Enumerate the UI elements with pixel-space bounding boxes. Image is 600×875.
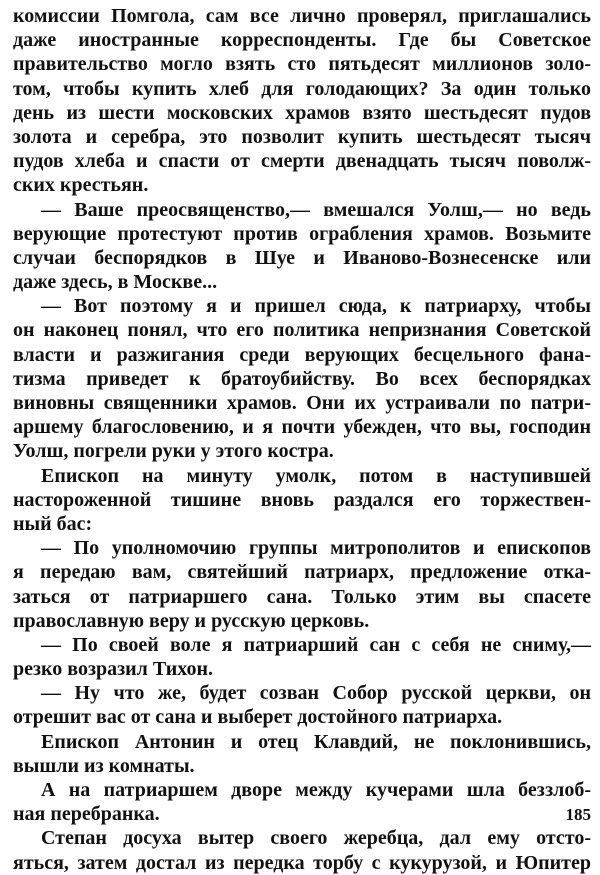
text-line: А на патриаршем дворе между кучерами шла беззлоб- (41, 779, 591, 801)
text-line: — Вот поэтому я и пришел сюда, к патриарху, чтобы (41, 295, 591, 318)
text-line: Епископ Антонин и отец Клавдий, не поклонившись, (41, 730, 591, 753)
text-line: правительство могло взять сто пятьдесят миллионов золо- (13, 53, 591, 76)
text-line: пудов хлеба и спасти от смерти двенадцать тысяч поволж- (13, 150, 591, 173)
paragraph (13, 464, 591, 537)
paragraph (13, 826, 591, 874)
paragraph (13, 778, 591, 826)
paragraph (13, 198, 591, 295)
paragraph (13, 681, 591, 729)
text-line: том, чтобы купить хлеб для голодающих? За один только (13, 77, 591, 100)
text-line: тизма приведет к братоубийству. Во всех беспорядках (13, 367, 591, 390)
paragraph (13, 536, 591, 633)
text-line: резко возразил Тихон. (13, 658, 214, 681)
text-line: отрешит вас от сана и выберет достойного патриарха. (13, 706, 503, 729)
text-line: — Ваше преосвященство,— вмешался Уолш,— но ведь (41, 198, 591, 221)
text-line: настороженной тишине вновь раздался его торжествен- (13, 488, 591, 511)
text-line: — По своей воле я патриарший сан с себя не сниму,— (41, 633, 591, 656)
text-line: Степан досуха вытер своего жеребца, дал ему отсто- (41, 827, 591, 850)
text-line: день из шести московских храмов взято шестьдесят пудов (13, 101, 591, 124)
paragraph (13, 294, 591, 463)
page-number: 185 (565, 805, 591, 824)
page-body (13, 4, 591, 874)
text-line: ских крестьян. (13, 174, 149, 197)
text-line: даже иностранные корреспонденты. Где бы Советское (13, 29, 591, 52)
text-line: Уолш, погрели руки у этого костра. (13, 440, 334, 463)
text-line: православную веру и русскую церковь. (13, 609, 370, 632)
text-line: виновны священники храмов. Они их устраивали по патри- (13, 392, 591, 414)
paragraph (13, 4, 591, 198)
text-line: ная перебранка. (13, 803, 160, 826)
text-line: комиссии Помгола, сам все лично проверял, приглашались (13, 5, 591, 27)
text-line: — По уполномочию группы митрополитов и епископов (41, 537, 591, 560)
text-line: случаи беспорядков в Шуе и Иваново-Вознесенске или (13, 246, 591, 269)
text-line: заться от патриаршего сана. Только этим вы спасете (13, 585, 591, 608)
text-line: ный бас: (13, 512, 93, 535)
text-line: аршему благословению, и я почти убежден, что вы, господин (13, 416, 591, 439)
paragraph (13, 730, 591, 778)
text-line: власти и разжигания среди верующих бесцельного фана- (13, 343, 591, 366)
text-line: даже здесь, в Москве... (13, 271, 218, 294)
text-line: верующие протестуют против ограбления храмов. Возьмите (13, 222, 591, 245)
text-line: я передаю вам, святейший патриарх, предложение отка- (13, 561, 591, 584)
text-line: яться, затем достал из передка торбу с кукурузой, и Юпитер (13, 851, 591, 874)
text-line: Епископ на минуту умолк, потом в наступившей (41, 464, 591, 487)
text-line: — Ну что же, будет созван Собор русской церкви, он (41, 682, 591, 705)
text-line: золота и серебра, это позволит купить шестьдесят тысяч (13, 125, 591, 148)
text-line: он наконец понял, что его политика непризнания Советской (13, 319, 591, 342)
paragraph (13, 633, 591, 681)
text-line: вышли из комнаты. (13, 754, 195, 777)
